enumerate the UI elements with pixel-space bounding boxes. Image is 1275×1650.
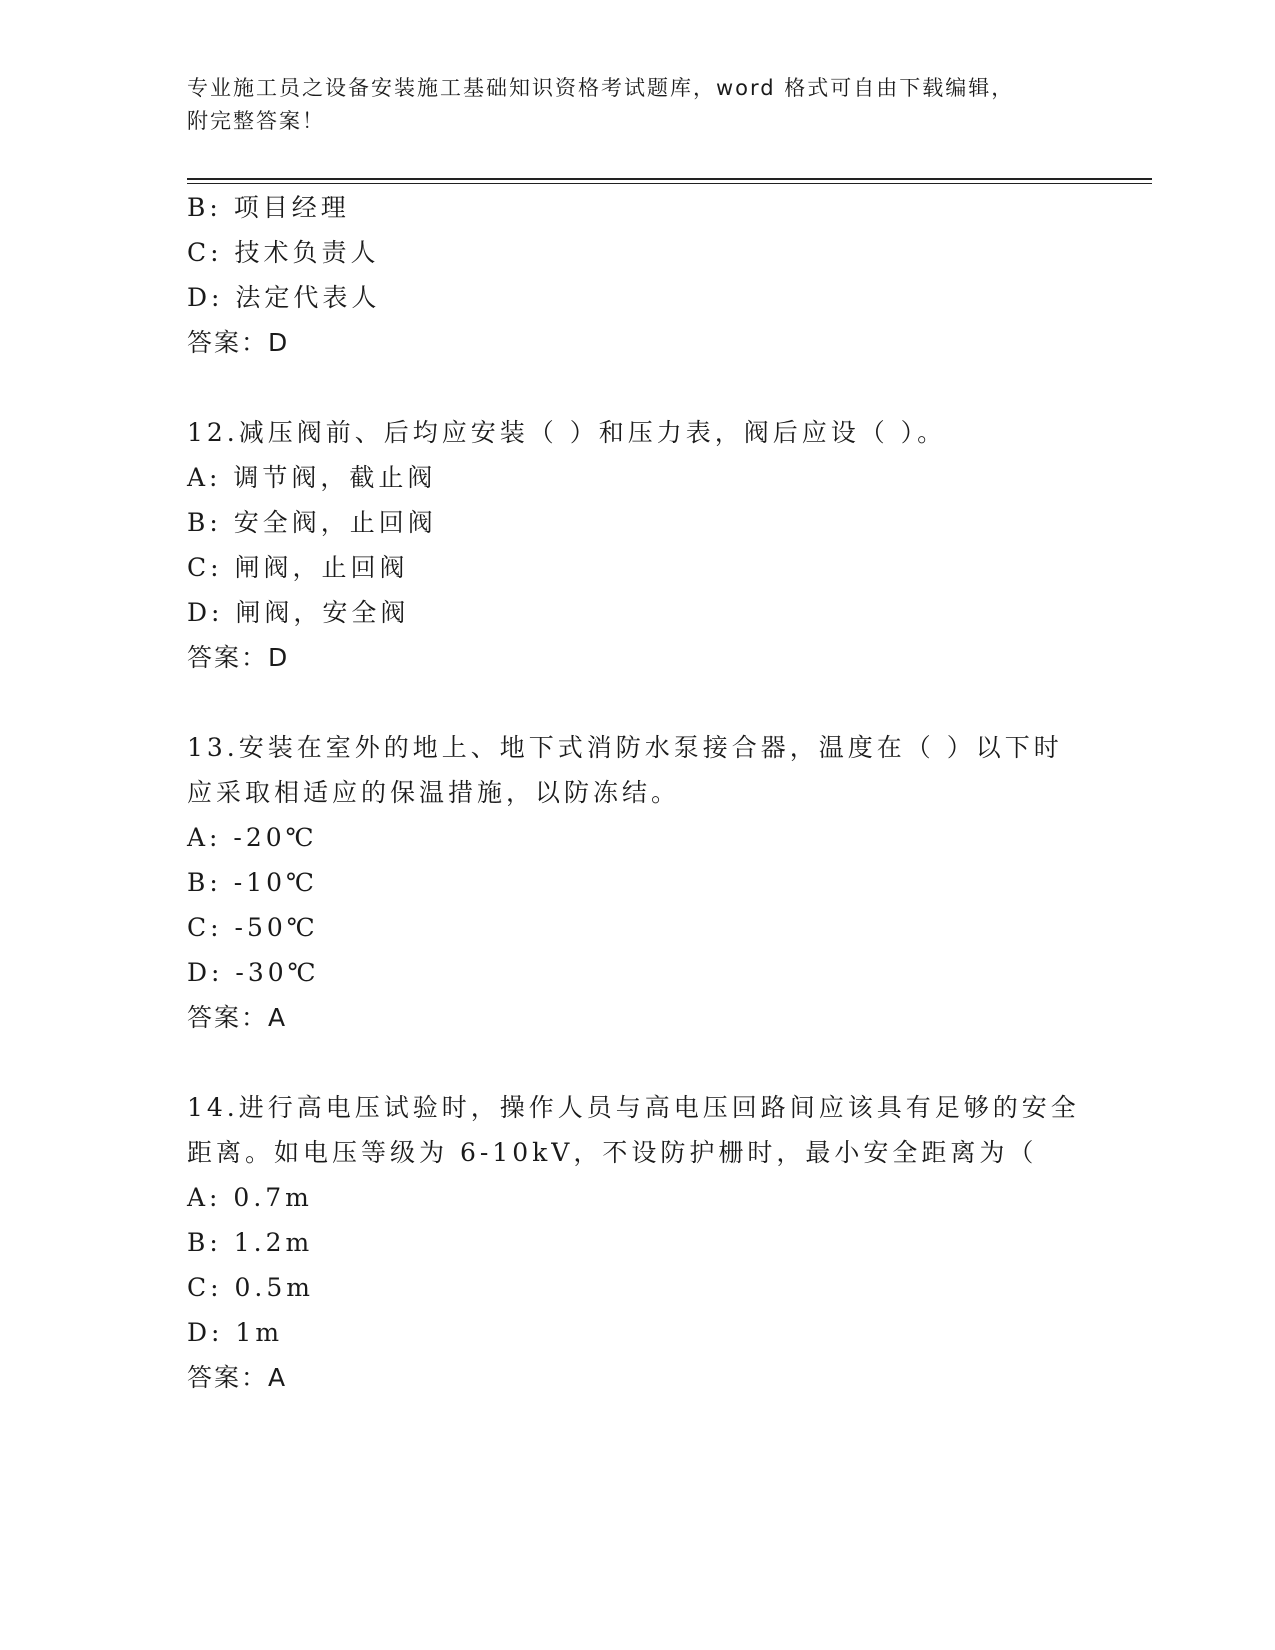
- q13-option-d: D: -30℃: [187, 958, 320, 987]
- q14-option-d: D: 1m: [187, 1318, 284, 1347]
- header-rule-thick: [187, 178, 1152, 180]
- q11-option-d: D: 法定代表人: [187, 283, 381, 312]
- q11-option-c: C: 技术负责人: [187, 238, 380, 267]
- q14-option-c: C: 0.5m: [187, 1273, 314, 1302]
- q13-stem-line-2: 应采取相适应的保温措施，以防冻结。: [187, 778, 681, 807]
- q13-option-c: C: -50℃: [187, 913, 319, 942]
- q11-answer: 答案：D: [187, 328, 290, 357]
- q12-answer: 答案：D: [187, 643, 290, 672]
- q12-option-a: A: 调节阀，截止阀: [187, 463, 437, 492]
- q14-option-a: A: 0.7m: [187, 1183, 313, 1212]
- q14-stem-line-2: 距离。如电压等级为 6-10kV，不设防护栅时，最小安全距离为（: [187, 1138, 1038, 1167]
- q13-answer: 答案：A: [187, 1003, 288, 1032]
- q13-option-b: B: -10℃: [187, 868, 318, 897]
- header-line-1: 专业施工员之设备安装施工基础知识资格考试题库，word 格式可自由下载编辑，: [187, 76, 1015, 100]
- q11-option-b: B: 项目经理: [187, 193, 350, 222]
- q12-option-c: C: 闸阀，止回阀: [187, 553, 409, 582]
- q12-option-d: D: 闸阀，安全阀: [187, 598, 410, 627]
- q12-stem: 12.减压阀前、后均应安装（ ）和压力表，阀后应设（ ）。: [187, 418, 947, 447]
- header-rule-thin: [187, 183, 1152, 184]
- document-header: [187, 72, 1087, 138]
- q12-option-b: B: 安全阀，止回阀: [187, 508, 437, 537]
- q14-stem-line-1: 14.进行高电压试验时，操作人员与高电压回路间应该具有足够的安全: [187, 1093, 1080, 1122]
- q14-answer: 答案：A: [187, 1363, 288, 1392]
- q13-option-a: A: -20℃: [187, 823, 318, 852]
- header-line-2: 附完整答案！: [187, 109, 325, 133]
- q13-stem-line-1: 13.安装在室外的地上、地下式消防水泵接合器，温度在（ ）以下时: [187, 733, 1063, 762]
- q14-option-b: B: 1.2m: [187, 1228, 314, 1257]
